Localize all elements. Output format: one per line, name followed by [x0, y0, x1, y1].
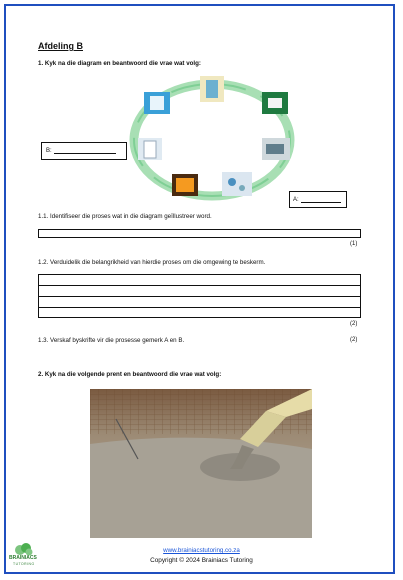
truck-image — [262, 138, 290, 160]
question-1-2-marks: (2) — [350, 321, 358, 327]
footer-copyright: Copyright © 2024 Brainiacs Tutoring — [150, 557, 253, 564]
label-a-box[interactable] — [289, 191, 347, 208]
answer-line-1-2-c — [39, 307, 360, 308]
label-a-text: A: — [293, 197, 299, 203]
question-1-1-marks: (1) — [350, 241, 358, 247]
question-1-heading: 1. Kyk na die diagram en beantwoord die vrae wat volg: — [38, 60, 201, 67]
section-title: Afdeling B — [38, 41, 83, 51]
can-image — [200, 76, 224, 102]
logo-text: BRAINIACS — [9, 555, 37, 561]
label-b-box[interactable] — [41, 142, 127, 160]
question-1-1-text: 1.1. Identifiseer die proses wat in die diagram geïllustreer word. — [38, 213, 212, 220]
new-product-image — [138, 138, 162, 160]
question-2-heading: 2. Kyk na die volgende prent en beantwoord die vrae wat volg: — [38, 371, 222, 378]
label-b-blank — [54, 147, 116, 154]
question-1-3-text: 1.3. Verskaf byskrifte vir die prosesse gemerk A en B. — [38, 337, 185, 344]
crushed-material-image — [222, 172, 252, 196]
label-b-text: B: — [46, 148, 52, 154]
answer-line-1-2-b — [39, 296, 360, 297]
furnace-image — [172, 174, 198, 196]
sorting-image — [262, 92, 288, 114]
answer-line-1-2-a — [39, 285, 360, 286]
logo-subtext: TUTORING — [13, 562, 35, 566]
recycling-diagram — [122, 74, 302, 206]
question-1-2-text: 1.2. Verduidelik die belangrikheid van hierdie proses om die omgewing te beskerm. — [38, 259, 266, 266]
label-a-blank — [301, 196, 341, 203]
answer-line-1-1[interactable] — [38, 229, 361, 238]
concrete-pour-image — [90, 389, 312, 538]
footer-website-link[interactable]: www.brainiacstutoring.co.za — [163, 547, 240, 554]
question-1-3-marks: (2) — [350, 337, 358, 343]
answer-box-1-2[interactable] — [38, 274, 361, 318]
recycling-bin-image — [144, 92, 170, 114]
